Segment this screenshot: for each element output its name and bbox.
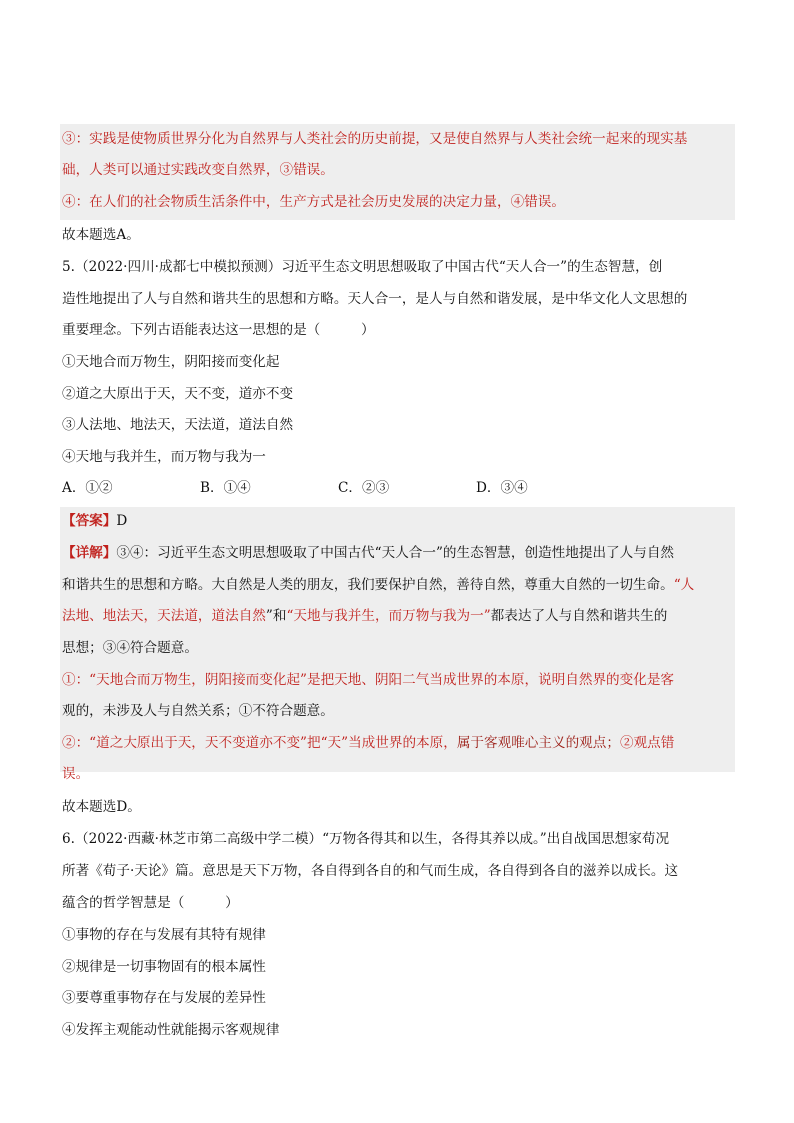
q5-explain-1-line1: ①：“天地合而万物生，阴阳接而变化起”是把天地、阴阳二气当成世界的本原，说明自然界的变化是客 — [62, 672, 675, 688]
q5-conclusion: 故本题选D。 — [62, 799, 141, 815]
q6-stem-line3: 蕴含的哲学智慧是（ ） — [62, 895, 239, 911]
q5-statement-2: ②道之大原出于天，天不变，道亦不变 — [62, 386, 294, 402]
detail-quote-1: 法地、地法天，天法道，道法自然 — [62, 608, 266, 624]
explanation-item-4: ④：在人们的社会物质生活条件中，生产方式是社会历史发展的决定力量，④错误。 — [62, 194, 565, 210]
q5-explain-1-line2: 观的，未涉及人与自然关系；①不符合题意。 — [62, 703, 334, 719]
q6-stem-line1: 6.（2022·西藏·林芝市第二高级中学二模）“万物各得其和以生，各得其养以成。”出自战国思想家荀况 — [62, 831, 670, 847]
q5-explain-2-line2: 误。 — [62, 766, 90, 782]
detail-tag: 【详解】 — [62, 545, 117, 561]
q5-statement-1: ①天地合而万物生，阴阳接而变化起 — [62, 354, 280, 370]
q5-option-a: A．①② — [62, 480, 113, 496]
detail-quote-start: “人 — [673, 577, 695, 593]
q6-statement-2: ②规律是一切事物固有的根本属性 — [62, 959, 266, 975]
detail-text-3: 都表达了人与自然和谐共生的 — [490, 608, 668, 624]
q5-stem-line1: 5.（2022·四川·成都七中模拟预测）习近平生态文明思想吸取了中国古代“天人合一”的生态智慧，创 — [62, 259, 663, 275]
q6-stem-line2: 所著《荀子·天论》篇。意思是天下万物，各自得到各自的和气而生成，各自得到各自的滋养以成长。这 — [62, 863, 679, 879]
q5-detail-line1 — [62, 543, 722, 563]
detail-text-2: 和谐共生的思想和方略。大自然是人类的朋友，我们要保护自然，善待自然，尊重大自然的一切生命。 — [62, 577, 674, 593]
detail-connector: ”和 — [265, 608, 287, 624]
q6-statement-3: ③要尊重事物存在与发展的差异性 — [62, 990, 266, 1006]
detail-quote-2: “天地与我并生，而万物与我为一” — [286, 608, 491, 624]
q5-option-d: D．③④ — [476, 480, 528, 496]
q6-statement-4: ④发挥主观能动性就能揭示客观规律 — [62, 1022, 280, 1038]
q6-statement-1: ①事物的存在与发展有其特有规律 — [62, 927, 266, 943]
explain-2-verdict: 属于客观唯心主义的观点； — [456, 735, 620, 751]
explain-2-quote: ②：“道之大原出于天，天不变道亦不变”把“天”当成世界的本原， — [62, 735, 457, 751]
q5-detail-line3 — [62, 606, 722, 626]
q5-explain-2-line1 — [62, 733, 722, 753]
q5-statement-3: ③人法地、地法天，天法道，道法自然 — [62, 417, 294, 433]
q5-answer-line — [62, 511, 722, 531]
conclusion-prev: 故本题选A。 — [62, 227, 140, 243]
q5-detail-line2 — [62, 575, 722, 595]
q5-option-c: C．②③ — [338, 480, 390, 496]
detail-text-1: ③④：习近平生态文明思想吸取了中国古代“天人合一”的生态智慧，创造性地提出了人与自然 — [116, 545, 675, 561]
explanation-item-3-line1: ③：实践是使物质世界分化为自然界与人类社会的历史前提，又是使自然界与人类社会统一起来的现实基 — [62, 131, 688, 147]
explain-2-end: ②观点错 — [619, 735, 675, 751]
answer-tag: 【答案】 — [62, 513, 117, 529]
q5-statement-4: ④天地与我并生，而万物与我为一 — [62, 449, 266, 465]
q5-detail-line4: 思想；③④符合题意。 — [62, 640, 198, 656]
answer-value: D — [116, 513, 128, 529]
q5-stem-line3: 重要理念。下列古语能表达这一思想的是（ ） — [62, 322, 375, 338]
q5-stem-line2: 造性地提出了人与自然和谐共生的思想和方略。天人合一，是人与自然和谐发展，是中华文化人文思想的 — [62, 291, 688, 307]
q5-option-b: B．①④ — [200, 480, 251, 496]
explanation-item-3-line2: 础，人类可以通过实践改变自然界，③错误。 — [62, 162, 334, 178]
